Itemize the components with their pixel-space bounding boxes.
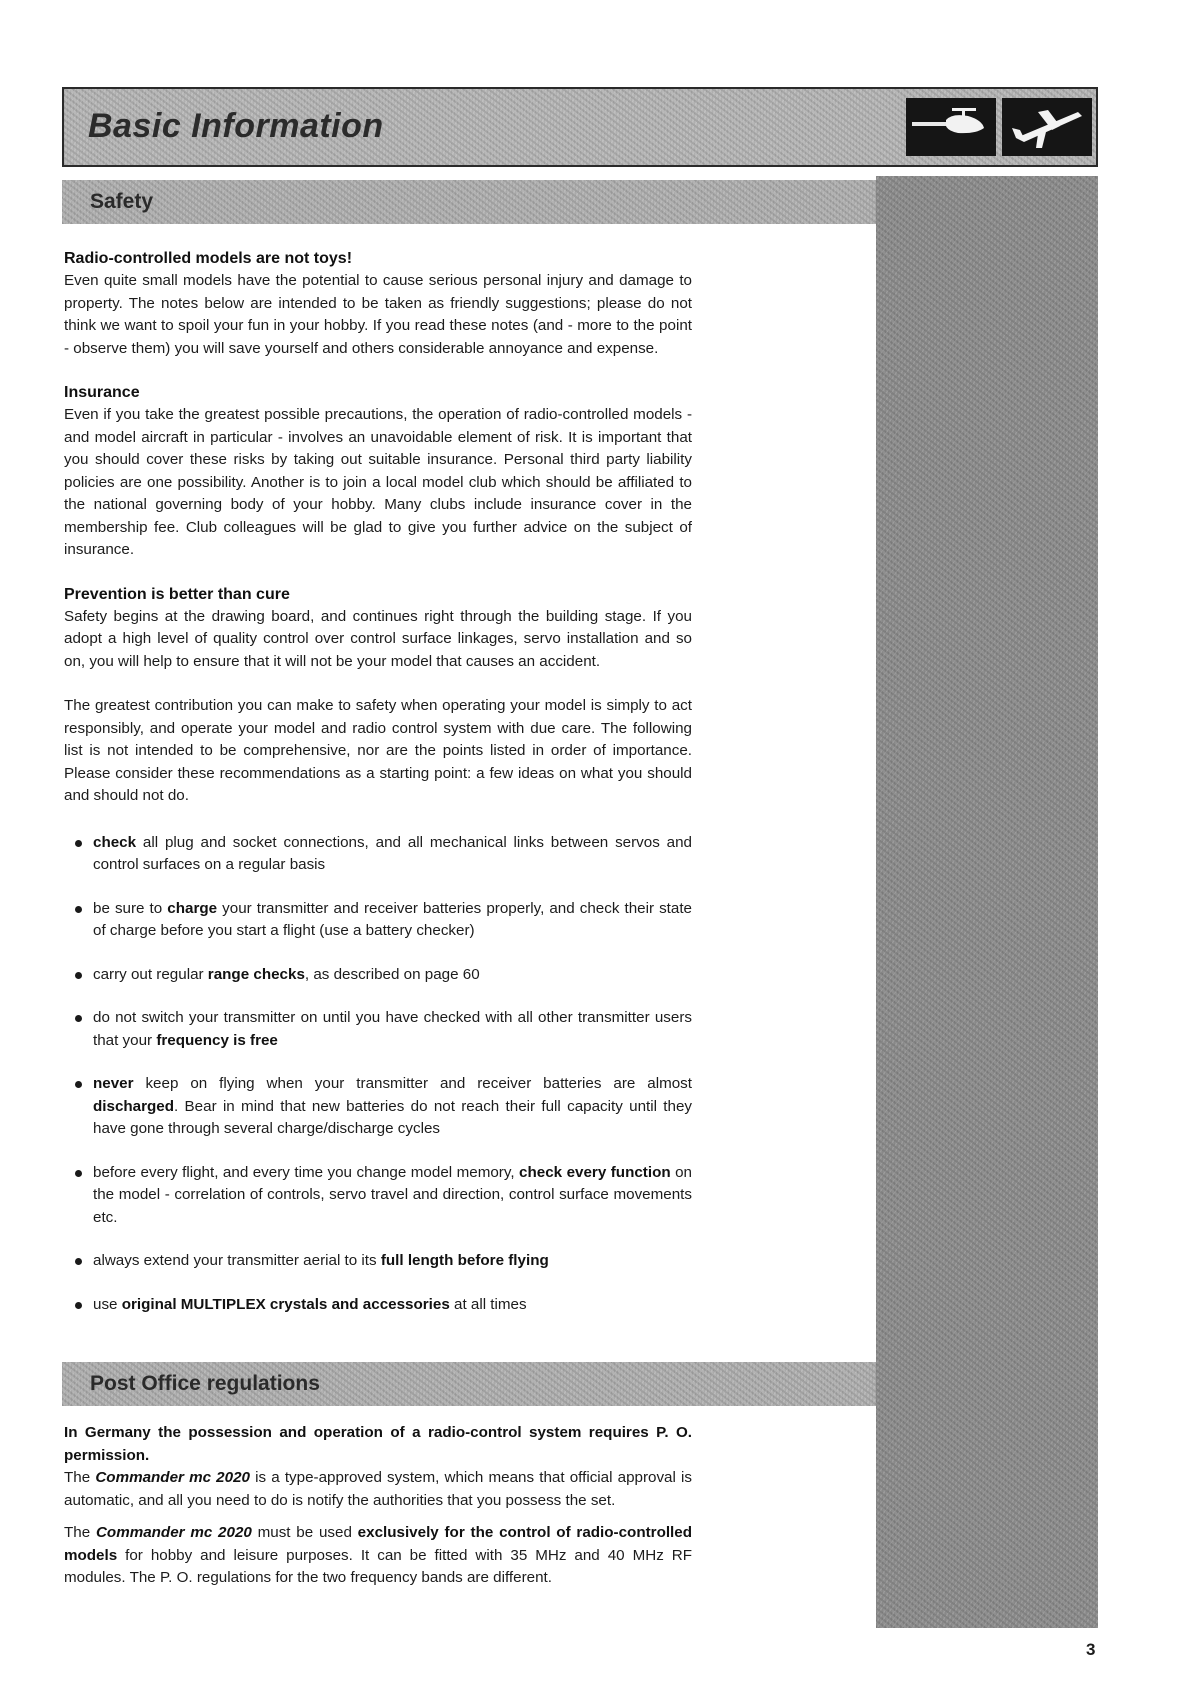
section-header-safety (62, 180, 876, 224)
paragraph-post-2: The Commander mc 2020 must be used exclusively for the control of radio-controlled models for hobby and leisure purposes. It can be fitted with 35 MHz and 40 MHz RF modules. The P. O. regulations for the two frequency bands are different. (64, 1524, 693, 1586)
list-item: check all plug and socket connections, and all mechanical links between servos and control surfaces on a regular basis (64, 832, 692, 877)
list-item: do not switch your transmitter on until you have checked with all other transmitter users that your frequency is free (64, 1007, 692, 1052)
heading-toys: Radio-controlled models are not toys! (64, 250, 353, 267)
heading-insurance: Insurance (64, 384, 140, 401)
post-office-content (64, 1422, 692, 1590)
bullet-icon (75, 1170, 82, 1177)
section-title: Safety (90, 190, 154, 213)
bullet-icon (75, 906, 82, 913)
page-number: 3 (1086, 1640, 1096, 1659)
section-title: Post Office regulations (90, 1372, 320, 1395)
section-header-post-office (62, 1362, 876, 1406)
bullet-icon (75, 1015, 82, 1022)
page-title: Basic Information (88, 107, 384, 145)
paragraph-post-intro: In Germany the possession and operation of a radio-control system requires P. O. permission. (64, 1424, 692, 1464)
main-content (64, 248, 692, 1337)
list-item: carry out regular range checks, as described on page 60 (64, 964, 692, 987)
airplane-icon (1002, 98, 1092, 156)
bullet-icon (75, 1302, 82, 1309)
list-item: use original MULTIPLEX crystals and accessories at all times (64, 1294, 692, 1317)
list-item: before every flight, and every time you change model memory, check every function on the model - correlation of controls, servo travel and direction, control surface movements etc. (64, 1162, 692, 1230)
helicopter-icon (906, 98, 996, 156)
heading-prevention: Prevention is better than cure (64, 585, 290, 603)
paragraph-prevention-2: The greatest contribution you can make to safety when operating your model is simply to act responsibly, and operate your model and radio control system with due care. The following list is not intended to be comprehensive, nor are the points listed in order of importance. Please consider these recommendations as a starting point: a few ideas on what you should and should not do. (64, 697, 692, 804)
side-panel (876, 176, 1098, 1628)
bullet-icon (75, 972, 82, 979)
paragraph-post-1: The Commander mc 2020 is a type-approved system, which means that official approval is automatic, and all you need to do is notify the authorities that you possess the set. (64, 1469, 692, 1509)
safety-list (64, 832, 692, 1317)
bullet-icon (75, 1081, 82, 1088)
list-item: always extend your transmitter aerial to its full length before flying (64, 1250, 692, 1273)
bullet-icon (75, 840, 82, 847)
list-item: never keep on flying when your transmitter and receiver batteries are almost discharged. Bear in mind that new batteries do not reach their full capacity until they have gone through several charge/discharge cycles (64, 1073, 692, 1141)
paragraph-toys: Even quite small models have the potential to cause serious personal injury and damage to property. The notes below are intended to be taken as friendly suggestions; please do not think we want to spoil your fun in your hobby. If you read these notes (and - more to the point - observe them) you will save yourself and others considerable annoyance and expense. (64, 272, 692, 357)
title-bar (62, 87, 1098, 167)
paragraph-prevention-1: Safety begins at the drawing board, and continues right through the building stage. If you adopt a high level of quality control over control surface linkages, servo installation and so on, you will help to ensure that it will not be your model that causes an accident. (64, 607, 692, 670)
paragraph-insurance: Even if you take the greatest possible precautions, the operation of radio-controlled models - and model aircraft in particular - involves an unavoidable element of risk. It is important that you should cover these risks by taking out suitable insurance. Personal third party liability policies are one possibility. Another is to join a local model club which should be affiliated to the national governing body of your hobby. Many clubs include insurance cover in the membership fee. Club colleagues will be glad to give you further advice on the subject of insurance. (64, 406, 692, 558)
bullet-icon (75, 1258, 82, 1265)
list-item: be sure to charge your transmitter and receiver batteries properly, and check their state of charge before you start a flight (use a battery checker) (64, 898, 692, 943)
